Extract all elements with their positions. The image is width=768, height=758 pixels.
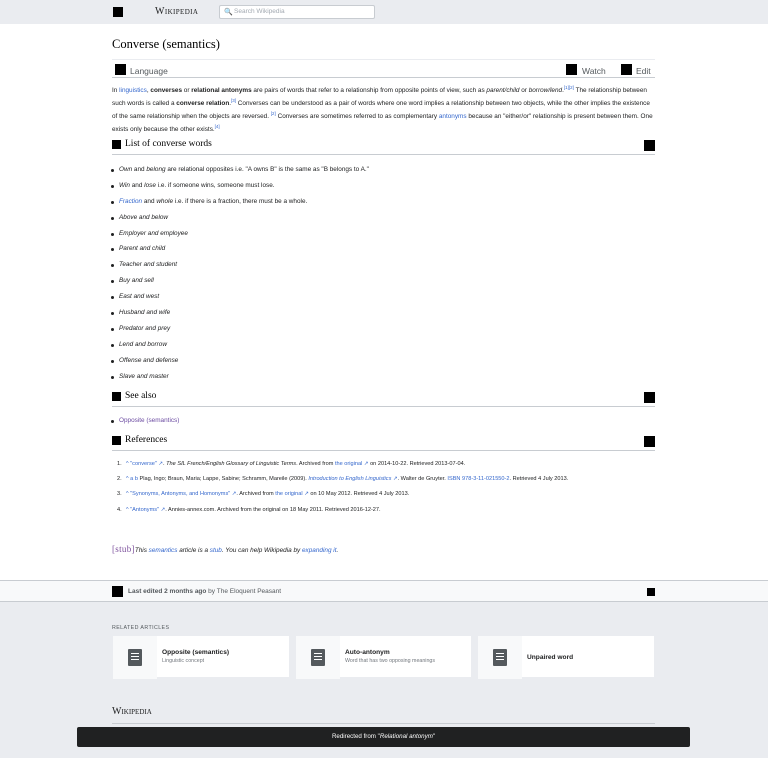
text: .	[229, 100, 232, 107]
text: Redirected from "	[331, 733, 380, 740]
top-header	[0, 0, 768, 24]
related-card[interactable]	[112, 635, 290, 678]
list-item	[119, 357, 369, 373]
text: . Retrieved 4 July 2013.	[509, 476, 569, 483]
text: and	[142, 197, 157, 205]
intro-paragraph	[112, 83, 655, 135]
text: on 2014-10-22. Retrieved 2013-07-04.	[368, 461, 466, 467]
history-icon	[112, 586, 123, 597]
ref-backlink[interactable]: ^	[126, 491, 131, 498]
text: . You can help Wikipedia by	[221, 547, 302, 554]
related-card-title: Unpaired word	[527, 654, 574, 661]
text: or	[182, 87, 192, 94]
stub-icon: [stub]	[112, 544, 135, 554]
list-item	[119, 198, 369, 214]
search-input[interactable]	[219, 5, 375, 19]
list-item	[119, 293, 369, 309]
external-link-icon: ↗	[231, 491, 237, 498]
text: article is a	[177, 547, 210, 554]
reference-item	[117, 461, 568, 476]
footer-divider	[112, 723, 655, 724]
article-thumbnail	[113, 636, 157, 679]
text: and	[129, 181, 145, 189]
list-item	[119, 214, 369, 230]
link-stub[interactable]: stub	[209, 547, 222, 554]
bold-converses: converses	[150, 87, 183, 94]
pencil-icon[interactable]	[621, 64, 632, 75]
chevron-down-icon[interactable]	[112, 140, 121, 149]
pencil-icon[interactable]	[644, 436, 655, 447]
isbn-link[interactable]: ISBN 978-3-11-021550-2	[447, 476, 510, 483]
ref-link[interactable]: "Synonyms, Antonyms, and Homonyms"	[130, 491, 231, 498]
external-link-icon: ↗	[158, 461, 164, 467]
citation-4[interactable]: [4]	[214, 124, 220, 129]
stub-notice	[112, 544, 338, 554]
text: are relational opposites i.e. "A owns B" is the same as "B belongs to A."	[165, 166, 369, 173]
text: .	[336, 547, 339, 554]
section-title: References	[125, 435, 168, 445]
ref-number: 2.	[117, 476, 122, 483]
link-linguistics[interactable]: linguistics	[119, 87, 147, 94]
text: Parent and child	[119, 245, 166, 253]
text: i.e. if there is a fraction, there must be a whole.	[173, 197, 308, 205]
page-actions-bar	[112, 59, 655, 78]
text: . Archived from	[296, 461, 335, 467]
pencil-icon[interactable]	[644, 140, 655, 151]
ref-number: 4.	[117, 506, 122, 513]
italic-borrow-lend: borrow/lend	[528, 87, 563, 94]
text: Husband and wife	[119, 309, 171, 317]
text: Slave and master	[119, 372, 169, 380]
text: Above and below	[119, 213, 169, 221]
document-icon	[128, 649, 142, 666]
text: "	[432, 733, 436, 740]
text: .	[163, 461, 167, 467]
text: because an "either/or" relationship is present between them. One exists only because the other exists.	[112, 113, 653, 133]
text: lose	[144, 181, 156, 189]
text: Buy and sell	[119, 277, 154, 285]
related-card-title: Auto-antonym	[345, 649, 390, 656]
pencil-icon[interactable]	[644, 392, 655, 403]
ref-link[interactable]: "Antonyms"	[130, 506, 160, 513]
related-card[interactable]	[295, 635, 472, 678]
list-item	[119, 166, 369, 182]
text: and	[132, 166, 147, 173]
text: i.e. if someone wins, someone must lose.	[155, 181, 275, 189]
text: ,	[146, 87, 151, 94]
redirect-toast	[77, 727, 690, 747]
page-title: Converse (semantics)	[112, 37, 220, 51]
related-card[interactable]	[477, 635, 655, 678]
ref-original-link[interactable]: the original	[334, 461, 363, 467]
text: Employer and employee	[119, 229, 188, 237]
related-card-desc: Word that has two opposing meanings	[345, 658, 436, 664]
references-list	[117, 461, 568, 522]
link-semantics[interactable]: semantics	[148, 547, 178, 554]
article-thumbnail	[478, 636, 522, 679]
chevron-down-icon[interactable]	[112, 392, 121, 401]
wikipedia-logo[interactable]: Wikipedia	[155, 6, 199, 17]
citation-3[interactable]: [3]	[231, 98, 237, 103]
related-articles-heading: RELATED ARTICLES	[112, 625, 170, 631]
text: Win	[119, 181, 130, 189]
text: belong	[146, 166, 166, 173]
list-item	[119, 309, 369, 325]
list-item	[119, 277, 369, 293]
link-opposite-semantics[interactable]: Opposite (semantics)	[119, 417, 180, 424]
text: Predator and prey	[119, 324, 171, 332]
external-link-icon: ↗	[160, 506, 166, 513]
ref-link[interactable]: "converse"	[130, 461, 157, 467]
external-link-icon: ↗	[304, 491, 309, 498]
text: Lend and borrow	[119, 340, 167, 348]
section-title: See also	[125, 391, 157, 401]
watch-button[interactable]: Watch	[582, 66, 606, 76]
text: This	[134, 547, 149, 554]
section-title: List of converse words	[125, 139, 212, 149]
section-heading-list[interactable]	[112, 139, 655, 155]
ref-backlink[interactable]: ^	[126, 506, 131, 513]
search-icon: 🔍	[224, 9, 233, 16]
footer-wikipedia-logo[interactable]: Wikipedia	[112, 706, 152, 717]
text: on 10 May 2012. Retrieved 4 July 2013.	[308, 491, 410, 498]
text: Fraction	[119, 197, 143, 205]
text: The relationship between such words is called a	[112, 87, 647, 107]
text: . Archived from	[236, 491, 276, 498]
last-edited-time: Last edited 2 months ago	[128, 588, 207, 595]
external-link-icon: ↗	[392, 476, 398, 483]
document-icon	[311, 649, 325, 666]
text: by	[206, 588, 217, 595]
menu-icon[interactable]	[113, 7, 123, 17]
reference-item	[117, 507, 568, 522]
list-item	[119, 261, 369, 277]
redirect-source: Relational antonym	[379, 733, 433, 740]
bold-converse-relation: converse relation	[176, 100, 230, 107]
last-edited-text	[128, 588, 281, 595]
text: Introduction to English Linguistics	[308, 476, 392, 483]
ref-backlink[interactable]: ^	[126, 461, 131, 467]
text: Plag, Ingo; Braun, Maria; Lappe, Sabine; Schramm, Mareile (2009).	[139, 476, 309, 483]
text: whole	[156, 197, 174, 205]
citation-2[interactable]: [2]	[270, 111, 276, 116]
related-card-title: Opposite (semantics)	[162, 649, 230, 656]
section-heading-see-also[interactable]	[112, 391, 655, 407]
text: are pairs of words that refer to a relationship from opposite points of view, such as	[251, 87, 487, 94]
language-button[interactable]: Language	[130, 66, 168, 76]
text: or	[519, 87, 529, 94]
reference-item	[117, 476, 568, 491]
text: Teacher and student	[119, 261, 178, 269]
citation-1-2[interactable]: [1][2]	[563, 85, 574, 90]
text: Converses can be understood as a pair of words where one word implies a relationship between two objects, while the other implies the existence of the same relationship when the objects are reversed.	[112, 100, 650, 120]
text: . Annies-annex.com. Archived from the original on 18 May 2011. Retrieved 2016-12-27.	[165, 506, 381, 513]
star-icon[interactable]	[566, 64, 577, 75]
text: In	[112, 87, 120, 94]
section-heading-references[interactable]	[112, 435, 655, 451]
text: East and west	[119, 293, 160, 301]
reference-item	[117, 491, 568, 506]
related-card-desc: Linguistic concept	[162, 658, 205, 664]
list-item	[119, 325, 369, 341]
list-item	[119, 341, 369, 357]
list-item	[119, 230, 369, 246]
link-expanding[interactable]: expanding it	[302, 547, 337, 554]
text: Own	[119, 166, 133, 173]
chevron-right-icon	[647, 588, 655, 596]
last-edited-bar[interactable]	[0, 580, 768, 602]
last-edited-user[interactable]: The Eloquent Peasant	[216, 588, 282, 595]
list-item	[119, 373, 369, 389]
link-antonyms[interactable]: antonyms	[438, 113, 467, 120]
external-link-icon: ↗	[363, 461, 369, 467]
text: Offense and defense	[119, 356, 179, 364]
document-icon	[493, 649, 507, 666]
text: .	[562, 87, 564, 94]
ref-number: 1.	[117, 461, 122, 467]
ref-book-link[interactable]	[308, 476, 391, 482]
italic-parent-child: parent/child	[486, 87, 520, 94]
bold-relational-antonyms: relational antonyms	[191, 87, 252, 94]
search-placeholder: Search Wikipedia	[234, 8, 285, 15]
edit-button[interactable]: Edit	[636, 66, 651, 76]
link-fraction[interactable]	[119, 198, 142, 205]
ref-original-link[interactable]: the original	[275, 491, 303, 498]
article-thumbnail	[296, 636, 340, 679]
ref-backlink[interactable]: ^ a b	[126, 476, 140, 483]
ref-number: 3.	[117, 491, 122, 498]
list-item	[119, 182, 369, 198]
language-icon[interactable]	[115, 64, 126, 75]
chevron-down-icon[interactable]	[112, 436, 121, 445]
list-item	[119, 245, 369, 261]
text: Converses are sometimes referred to as complementary	[275, 113, 439, 120]
text: The SIL French/English Glossary of Linguistic Terms	[166, 461, 297, 467]
converse-words-list	[119, 166, 369, 388]
text: . Walter de Gruyter.	[397, 476, 448, 483]
